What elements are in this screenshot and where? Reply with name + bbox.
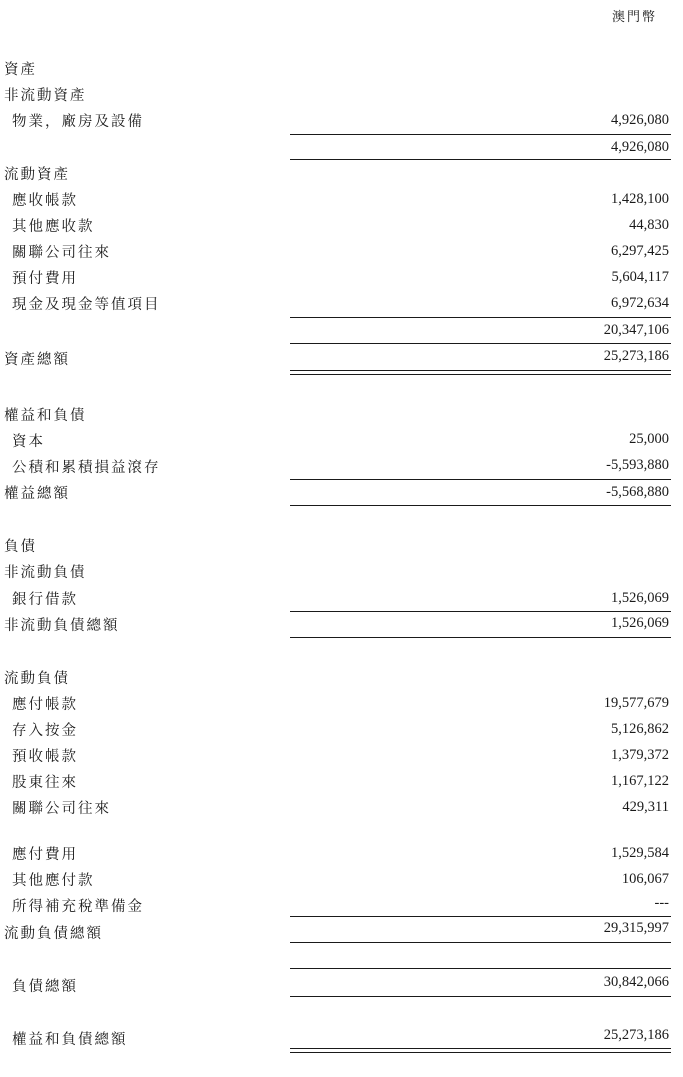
related-company-liab-value: 429,311 [622, 799, 669, 815]
ppe-value: 4,926,080 [611, 112, 669, 128]
total-liabilities-value: 30,842,066 [603, 974, 669, 990]
payables-label: 應付帳款 [12, 697, 78, 713]
noncurrent-liabilities-heading: 非流動負債 [4, 565, 87, 581]
noncurrent-assets-heading: 非流動資產 [4, 88, 87, 104]
current-liabilities-heading: 流動負債 [4, 671, 70, 687]
advance-receipts-value: 1,379,372 [611, 747, 669, 763]
tax-provision-label: 所得補充稅準備金 [12, 899, 144, 915]
reserves-label: 公積和累積損益滾存 [12, 460, 161, 476]
liabilities-heading: 負債 [4, 539, 37, 555]
capital-label: 資本 [12, 434, 45, 450]
prepaid-value: 5,604,117 [611, 269, 669, 285]
bank-loans-label: 銀行借款 [12, 592, 78, 608]
total-equity-liabilities-label: 權益和負債總額 [12, 1032, 128, 1048]
assets-heading: 資產 [4, 62, 37, 78]
bank-loans-value: 1,526,069 [611, 590, 669, 606]
rule [290, 479, 671, 480]
ppe-label: 物業，廠房及設備 [12, 114, 144, 130]
prepaid-label: 預付費用 [12, 271, 78, 287]
rule [290, 317, 671, 318]
rule [290, 159, 671, 160]
cash-value: 6,972,634 [611, 295, 669, 311]
related-company-value: 6,297,425 [611, 243, 669, 259]
total-assets-label: 資產總額 [4, 352, 70, 368]
total-current-liabilities-value: 29,315,997 [603, 920, 669, 936]
shareholder-label: 股東往來 [12, 775, 78, 791]
double-rule [290, 1048, 671, 1053]
advance-receipts-label: 預收帳款 [12, 749, 78, 765]
rule [290, 916, 671, 917]
rule [290, 996, 671, 997]
other-receivables-value: 44,830 [629, 217, 669, 233]
double-rule [290, 370, 671, 375]
rule [290, 942, 671, 943]
receivables-label: 應收帳款 [12, 193, 78, 209]
related-company-liab-label: 關聯公司往來 [12, 801, 111, 817]
rule [290, 637, 671, 638]
total-current-liabilities-label: 流動負債總額 [4, 926, 103, 942]
equity-liabilities-heading: 權益和負債 [4, 408, 87, 424]
total-equity-liabilities-value: 25,273,186 [603, 1027, 669, 1043]
reserves-value: -5,593,880 [606, 457, 669, 473]
current-assets-heading: 流動資產 [4, 167, 70, 183]
payables-value: 19,577,679 [603, 695, 669, 711]
capital-value: 25,000 [629, 431, 669, 447]
total-liabilities-label: 負債總額 [12, 979, 78, 995]
other-receivables-label: 其他應收款 [12, 219, 95, 235]
cash-label: 現金及現金等值項目 [12, 297, 161, 313]
rule [290, 611, 671, 612]
rule [290, 505, 671, 506]
related-company-label: 關聯公司往來 [12, 245, 111, 261]
shareholder-value: 1,167,122 [611, 773, 669, 789]
deposits-value: 5,126,862 [611, 721, 669, 737]
noncurrent-assets-subtotal: 4,926,080 [611, 139, 669, 155]
current-assets-subtotal: 20,347,106 [603, 322, 669, 338]
deposits-label: 存入按金 [12, 723, 78, 739]
total-equity-value: -5,568,880 [606, 484, 669, 500]
rule [290, 968, 671, 969]
total-noncurrent-liabilities-value: 1,526,069 [611, 615, 669, 631]
rule [290, 134, 671, 135]
accrued-expenses-label: 應付費用 [12, 847, 78, 863]
other-payables-value: 106,067 [621, 871, 669, 887]
tax-provision-value: --- [654, 895, 669, 911]
currency-label: 澳門幣 [612, 10, 658, 25]
total-noncurrent-liabilities-label: 非流動負債總額 [4, 618, 120, 634]
total-assets-value: 25,273,186 [603, 348, 669, 364]
rule [290, 343, 671, 344]
other-payables-label: 其他應付款 [12, 873, 95, 889]
accrued-expenses-value: 1,529,584 [611, 845, 669, 861]
receivables-value: 1,428,100 [611, 191, 669, 207]
total-equity-label: 權益總額 [4, 486, 70, 502]
